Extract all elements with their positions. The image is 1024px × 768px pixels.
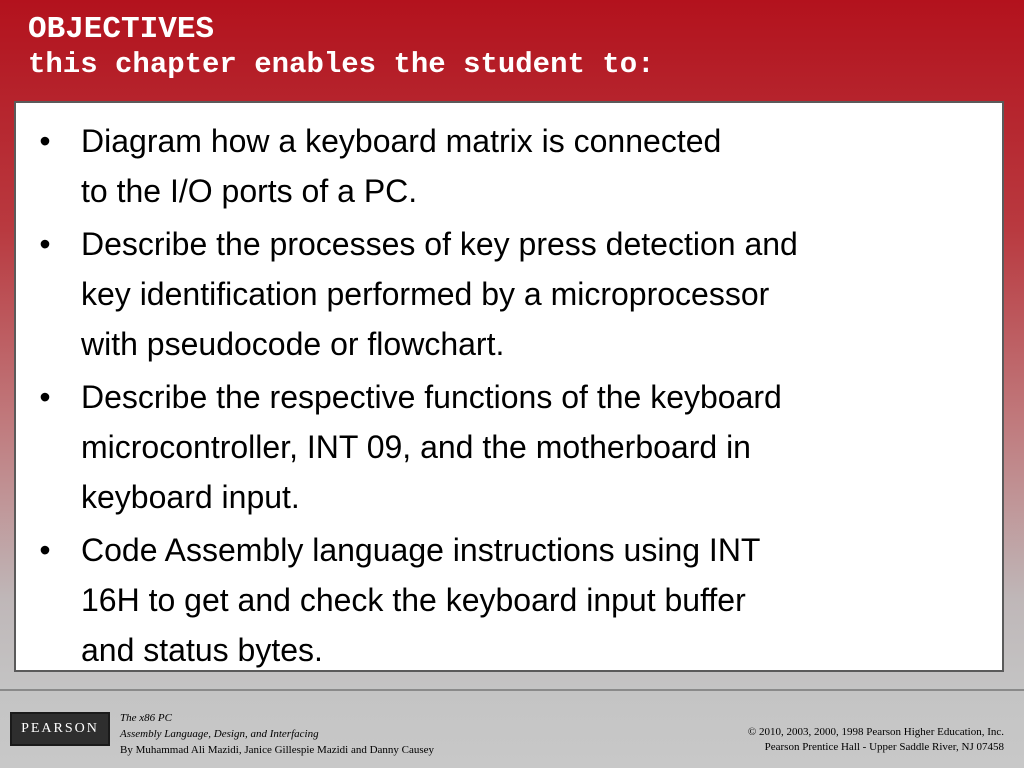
footer-divider [0, 689, 1024, 691]
list-item [30, 372, 980, 522]
pearson-logo [10, 712, 110, 746]
objective-line: to the I/O ports of a PC. [81, 173, 418, 209]
objective-line: Code Assembly language instructions using INT [81, 532, 761, 568]
list-item [30, 525, 980, 675]
objective-line: and status bytes. [81, 632, 323, 668]
objective-line: Describe the processes of key press detection and [81, 226, 798, 262]
objective-line: Describe the respective functions of the keyboard [81, 379, 782, 415]
book-authors: By Muhammad Ali Mazidi, Janice Gillespie Mazidi and Danny Causey [120, 744, 435, 756]
objective-line: microcontroller, INT 09, and the motherboard in [81, 429, 751, 465]
slide-title: OBJECTIVES [28, 12, 215, 47]
bullet-icon: • [39, 532, 51, 568]
bullet-icon: • [39, 226, 51, 262]
bullet-icon: • [39, 123, 51, 159]
copyright-notice [748, 725, 1004, 755]
book-title: The x86 PC [120, 712, 172, 724]
list-item [30, 116, 980, 216]
bullet-icon: • [39, 379, 51, 415]
copyright-line-2: Pearson Prentice Hall - Upper Saddle River, NJ 07458 [764, 741, 1004, 753]
objective-line: Diagram how a keyboard matrix is connected [81, 123, 722, 159]
objective-line: 16H to get and check the keyboard input buffer [81, 582, 746, 618]
copyright-line-1: © 2010, 2003, 2000, 1998 Pearson Higher Education, Inc. [747, 726, 1004, 738]
book-info [120, 710, 434, 758]
list-item [30, 219, 980, 369]
objectives-panel [14, 101, 1004, 672]
book-subtitle: Assembly Language, Design, and Interfacing [120, 728, 319, 740]
objective-line: keyboard input. [81, 479, 300, 515]
slide-header [28, 12, 655, 82]
logo-text: PEARSON [21, 721, 99, 736]
objective-line: key identification performed by a microprocessor [81, 276, 770, 312]
objectives-list [30, 116, 980, 678]
slide-subtitle: this chapter enables the student to: [28, 48, 655, 81]
objective-line: with pseudocode or flowchart. [81, 326, 505, 362]
